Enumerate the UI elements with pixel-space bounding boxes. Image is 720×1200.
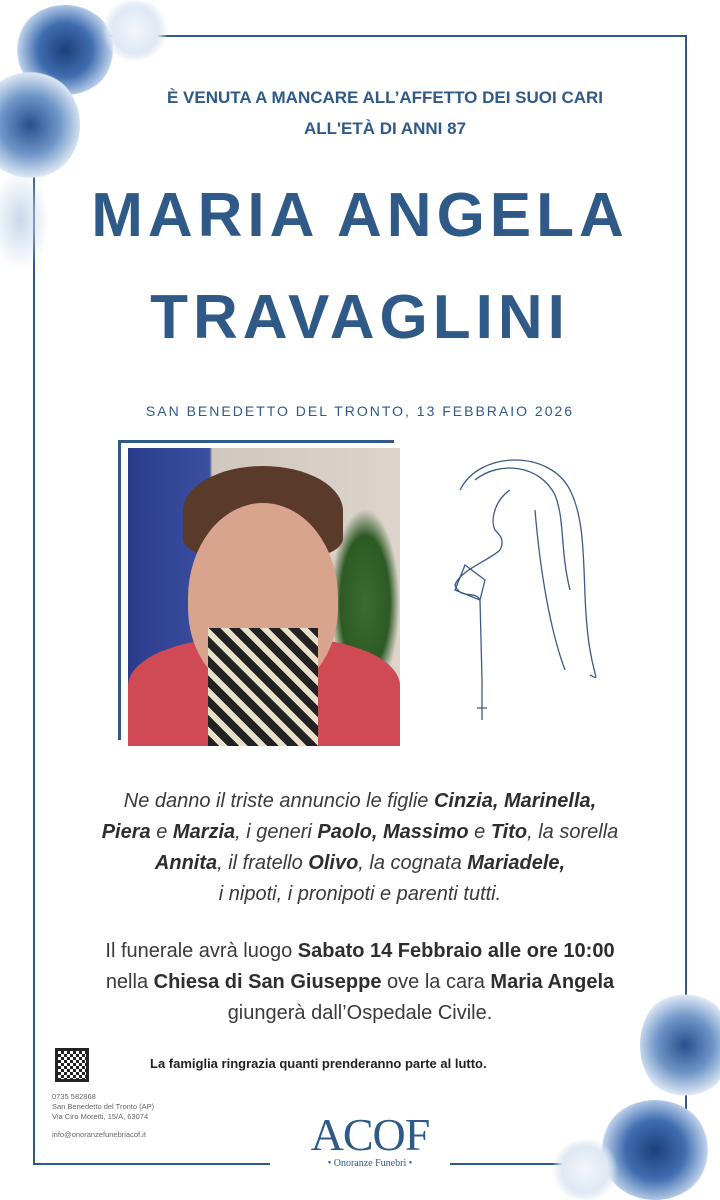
thanks-line: La famiglia ringrazia quanti prenderanno parte al lutto. [150, 1056, 487, 1071]
contact-info [52, 1092, 154, 1122]
portrait-photo [128, 448, 400, 746]
qr-code[interactable] [55, 1048, 89, 1082]
phone: 0735 582868 [52, 1092, 96, 1101]
photo-frame-accent-left [118, 440, 121, 740]
intro-line-2: ALL'ETÀ DI ANNI 87 [303, 119, 467, 138]
photo-frame-accent [118, 440, 394, 448]
acof-logo [290, 1109, 450, 1169]
logo-mark: ACOF [310, 1109, 430, 1160]
deceased-last-name: TRAVAGLINI [150, 283, 570, 352]
logo-subtitle: • Onoranze Funebri • [327, 1158, 413, 1169]
funeral-details: Il funerale avrà luogo Sabato 14 Febbraio alle ore 10:00 nella Chiesa di San Giuseppe ove la cara Maria Angela giungerà dall’Ospedale Civile. [105, 940, 615, 1024]
intro-line-1: È VENUTA A MANCARE ALL’AFFETTO DEI SUOI CARI [166, 88, 604, 107]
city: San Benedetto del Tronto (AP) [52, 1102, 155, 1111]
praying-madonna-illustration [440, 450, 610, 740]
text-column [40, 786, 680, 1073]
announcement-paragraph: Ne danno il triste annuncio le figlie Cinzia, Marinella, Piera e Marzia, i generi Paolo, Massimo e Tito, la sorella Annita, il fratello Olivo, la cognata Mariadele, i nipoti, i pronipoti e parenti tutti. [101, 790, 619, 905]
address: Via Ciro Moretti, 15/A, 63074 [52, 1112, 149, 1121]
deceased-first-name: MARIA ANGELA [91, 181, 629, 250]
email-link[interactable]: info@onoranzefunebriacof.it [52, 1130, 146, 1139]
place-date: SAN BENEDETTO DEL TRONTO, 13 FEBBRAIO 2026 [145, 403, 575, 419]
